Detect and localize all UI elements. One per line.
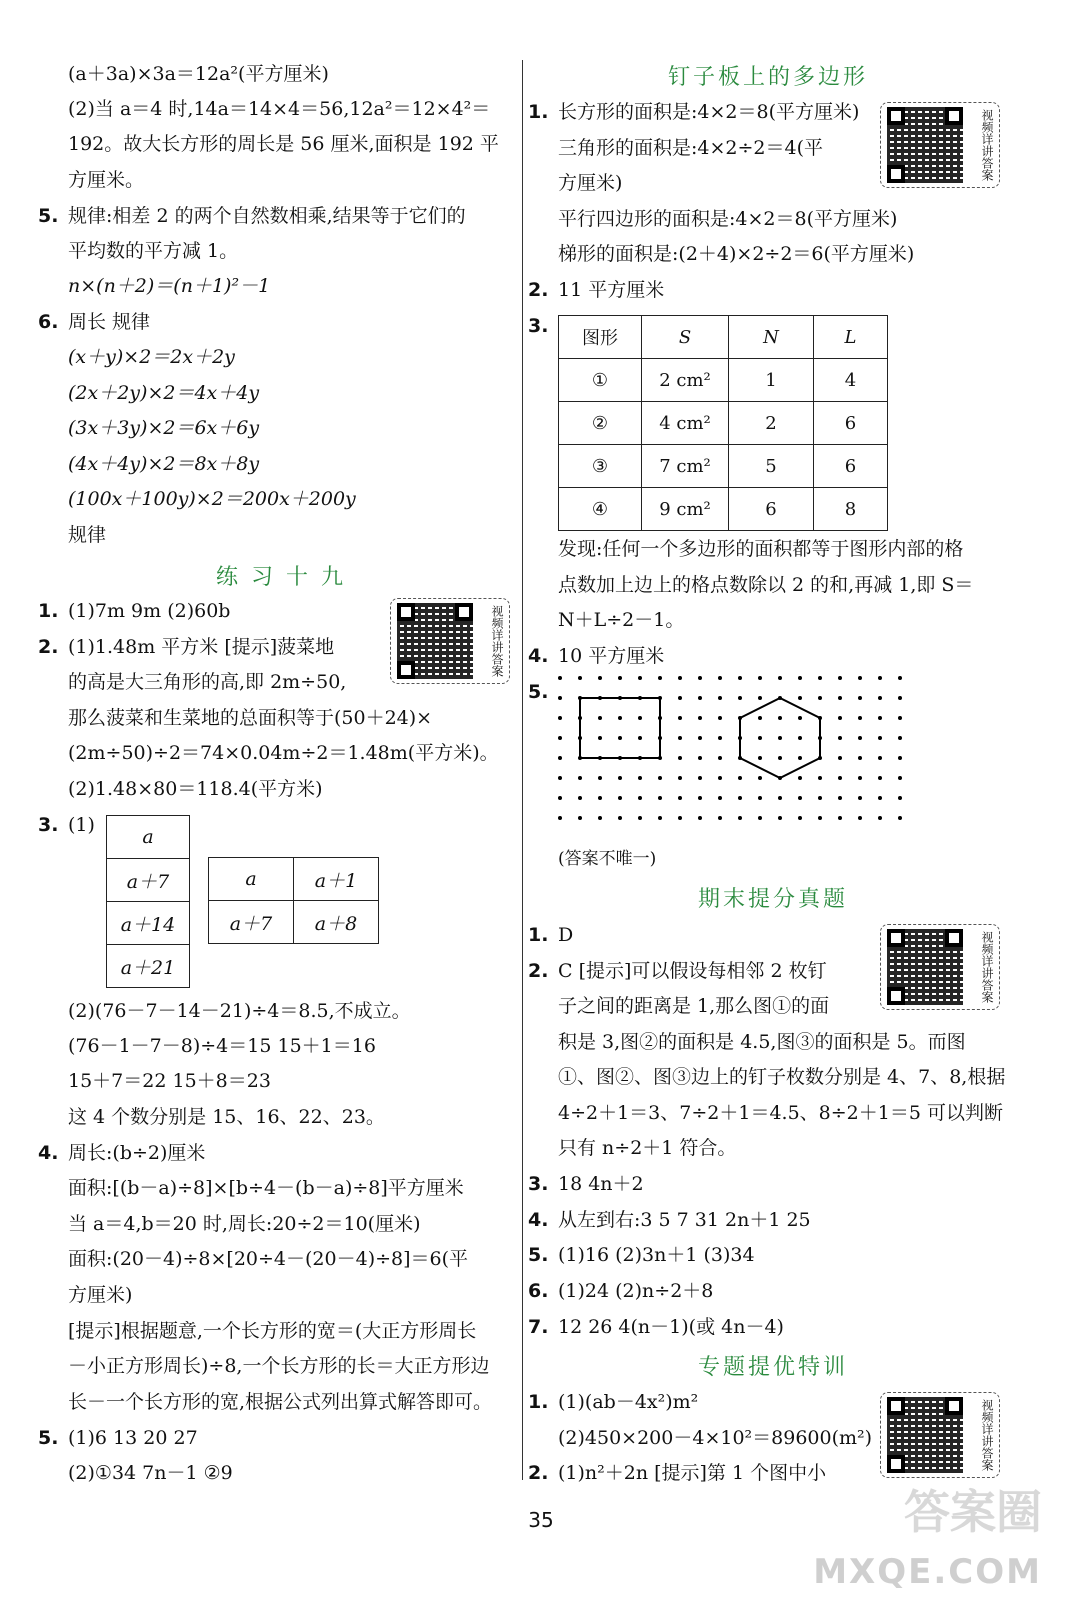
nail-dot xyxy=(838,756,842,760)
table-cell: 6 xyxy=(729,488,814,531)
nail-dot xyxy=(838,796,842,800)
text-line: 规律:相差 2 的两个自然数相乘,结果等于它们的 xyxy=(68,205,466,227)
nail-dot xyxy=(838,676,842,680)
nail-dot xyxy=(598,776,602,780)
text-line: 方厘米。 xyxy=(68,169,145,191)
text-line: 周长 规律 xyxy=(68,311,151,333)
text-line: 当 a＝4,b＝20 时,周长:20÷2＝10(厘米) xyxy=(68,1213,421,1235)
item-number: 3. xyxy=(38,814,59,836)
nail-dot xyxy=(858,756,862,760)
table-row xyxy=(559,445,888,488)
text-line: (3x＋3y)×2＝6x＋6y xyxy=(68,417,260,439)
text-line: 只有 n÷2＋1 符合。 xyxy=(558,1137,737,1159)
nail-dot xyxy=(578,676,582,680)
nail-dot xyxy=(818,776,822,780)
nail-dot xyxy=(878,716,882,720)
text-line: 方厘米) xyxy=(68,1284,133,1306)
nail-dot xyxy=(758,736,762,740)
qr-finder xyxy=(887,1397,905,1415)
nail-dot xyxy=(558,756,562,760)
nail-dot xyxy=(558,676,562,680)
nail-dot xyxy=(778,756,782,760)
nail-dot xyxy=(858,716,862,720)
section-title: 专题提优特训 xyxy=(698,1355,849,1380)
nail-dot xyxy=(718,776,722,780)
nail-dot xyxy=(678,696,682,700)
nail-dot xyxy=(758,716,762,720)
item-number: 7. xyxy=(528,1316,549,1338)
text-line: 18 4n＋2 xyxy=(558,1173,644,1195)
text-line: (4x＋4y)×2＝8x＋8y xyxy=(68,453,260,475)
nail-dot xyxy=(718,796,722,800)
nail-dot xyxy=(558,776,562,780)
section-title: 期末提分真题 xyxy=(698,887,849,912)
rectangle-shape xyxy=(580,698,660,758)
nail-dot xyxy=(638,816,642,820)
nail-dot xyxy=(618,796,622,800)
text-line: 长－一个长方形的宽,根据公式列出算式解答即可。 xyxy=(68,1391,493,1413)
nail-dot xyxy=(598,796,602,800)
nail-dot xyxy=(738,676,742,680)
text-line: [提示]根据题意,一个长方形的宽＝(大正方形周长 xyxy=(68,1320,477,1342)
nail-dot xyxy=(578,816,582,820)
nail-dot xyxy=(578,796,582,800)
nail-dot xyxy=(878,816,882,820)
text-line: C [提示]可以假设每相邻 2 枚钉 xyxy=(558,960,827,982)
nail-dot xyxy=(858,776,862,780)
nail-dot xyxy=(898,736,902,740)
text-line: (76－1－7－8)÷4＝15 15＋1＝16 xyxy=(68,1035,376,1057)
nail-dot xyxy=(878,676,882,680)
item-number: 5. xyxy=(528,681,549,703)
nail-dot xyxy=(678,676,682,680)
table-cell: a＋1 xyxy=(294,858,379,901)
nail-dot xyxy=(898,796,902,800)
nail-dot xyxy=(618,716,622,720)
qr-finder xyxy=(945,1397,963,1415)
nail-dot xyxy=(858,736,862,740)
text-line: D xyxy=(558,924,574,946)
text-line: 面积:(20－4)÷8×[20÷4－(20－4)÷8]＝6(平 xyxy=(68,1248,469,1270)
nail-dot xyxy=(698,696,702,700)
item-number: 4. xyxy=(528,645,549,667)
table-row xyxy=(559,488,888,531)
nail-dot xyxy=(778,716,782,720)
table-header: 图形 xyxy=(559,316,642,359)
nail-dot xyxy=(878,756,882,760)
nail-dot xyxy=(618,816,622,820)
text-line: 的高是大三角形的高,即 2m÷50, xyxy=(68,671,347,693)
text-line: ①、图②、图③边上的钉子枚数分别是 4、7、8,根据 xyxy=(558,1066,1006,1088)
text-line: (1)16 (2)3n＋1 (3)34 xyxy=(558,1244,755,1266)
item-number: 4. xyxy=(38,1142,59,1164)
nail-dot xyxy=(798,816,802,820)
text-line: (1)1.48m 平方米 [提示]菠菜地 xyxy=(68,636,335,658)
qr-caption: 视频详讲答案 xyxy=(490,605,504,677)
table-row xyxy=(559,402,888,445)
table-header: L xyxy=(814,316,888,359)
text-line: 平行四边形的面积是:4×2＝8(平方厘米) xyxy=(558,208,898,230)
text-line: 那么菠菜和生菜地的总面积等于(50＋24)× xyxy=(68,707,433,729)
table-cell: a＋7 xyxy=(107,859,190,902)
nail-dot xyxy=(638,716,642,720)
page-number: 35 xyxy=(528,1508,554,1532)
text-line: (2)1.48×80＝118.4(平方米) xyxy=(68,778,323,800)
nail-dot xyxy=(698,716,702,720)
qr-caption: 视频详讲答案 xyxy=(980,109,994,181)
nail-dot xyxy=(558,796,562,800)
nail-dot xyxy=(898,816,902,820)
item-number: 1. xyxy=(528,101,549,123)
nail-dot xyxy=(798,736,802,740)
nail-dot xyxy=(678,716,682,720)
nail-dot xyxy=(778,816,782,820)
text-line: (1)n²＋2n [提示]第 1 个图中小 xyxy=(558,1462,827,1484)
nail-dot xyxy=(618,736,622,740)
table-cell: ④ xyxy=(559,488,642,531)
nail-dot xyxy=(818,676,822,680)
nail-dot xyxy=(698,736,702,740)
item-number: 1. xyxy=(38,600,59,622)
calendar-column-table xyxy=(106,815,190,988)
qr-finder xyxy=(887,165,905,183)
nail-dot xyxy=(738,816,742,820)
text-line: 长方形的面积是:4×2＝8(平方厘米) xyxy=(558,101,860,123)
item-number: 5. xyxy=(38,1427,59,1449)
item-number: 6. xyxy=(528,1280,549,1302)
text-line: 这 4 个数分别是 15、16、22、23。 xyxy=(68,1106,385,1128)
text-line: (2)当 a＝4 时,14a＝14×4＝56,12a²＝12×4²＝ xyxy=(68,98,491,120)
table-cell: a xyxy=(107,816,190,859)
nail-dot xyxy=(878,736,882,740)
watermark-logo: 答案圈 xyxy=(904,1485,1042,1539)
nail-dot xyxy=(658,796,662,800)
text-line: 面积:[(b－a)÷8]×[b÷4－(b－a)÷8]平方厘米 xyxy=(68,1177,464,1199)
qr-finder xyxy=(887,1455,905,1473)
qr-finder xyxy=(397,603,415,621)
nail-dot xyxy=(698,796,702,800)
table-cell: 9 cm² xyxy=(642,488,729,531)
text-line: 方厘米) xyxy=(558,172,623,194)
qr-code[interactable] xyxy=(880,102,1000,188)
nail-dot xyxy=(898,756,902,760)
nail-dot xyxy=(558,696,562,700)
table-cell: 8 xyxy=(814,488,888,531)
table-header: S xyxy=(642,316,729,359)
qr-code[interactable] xyxy=(880,1392,1000,1478)
nail-dot xyxy=(598,676,602,680)
item-number: 4. xyxy=(528,1209,549,1231)
table-cell: a xyxy=(209,858,294,901)
nail-dot xyxy=(678,776,682,780)
nail-dot xyxy=(718,756,722,760)
text-line: n×(n＋2)＝(n＋1)²－1 xyxy=(68,275,271,297)
nail-dot xyxy=(718,716,722,720)
text-line: 4÷2＋1＝3、7÷2＋1＝4.5、8÷2＋1＝5 可以判断 xyxy=(558,1102,1003,1124)
text-line: (1)6 13 20 27 xyxy=(68,1427,198,1449)
nail-dot xyxy=(718,816,722,820)
item-number: 3. xyxy=(528,315,549,337)
nail-dot xyxy=(898,776,902,780)
text-line: (1) xyxy=(68,814,95,836)
nail-dot xyxy=(858,816,862,820)
nail-dot xyxy=(858,676,862,680)
text-line: (答案不唯一) xyxy=(558,849,657,869)
qr-finder xyxy=(945,107,963,125)
nail-dot xyxy=(558,816,562,820)
nail-dot xyxy=(778,796,782,800)
section-title: 钉子板上的多边形 xyxy=(668,65,869,90)
nail-dot xyxy=(758,696,762,700)
section-title: 练 习 十 九 xyxy=(216,565,346,590)
nail-dot xyxy=(558,716,562,720)
qr-finder xyxy=(887,107,905,125)
table-cell: 4 cm² xyxy=(642,402,729,445)
nail-dot xyxy=(638,776,642,780)
table-cell: ② xyxy=(559,402,642,445)
nail-dot xyxy=(738,776,742,780)
qr-code[interactable] xyxy=(390,598,510,684)
nail-dot xyxy=(818,816,822,820)
item-number: 2. xyxy=(38,636,59,658)
nail-dot xyxy=(638,736,642,740)
text-line: (1)7m 9m (2)60b xyxy=(68,600,231,622)
table-cell: ① xyxy=(559,359,642,402)
text-line: (2)450×200－4×10²＝89600(m²) xyxy=(558,1427,873,1449)
item-number: 3. xyxy=(528,1173,549,1195)
table-cell: 7 cm² xyxy=(642,445,729,488)
table-cell: a＋8 xyxy=(294,901,379,944)
table-cell: a＋7 xyxy=(209,901,294,944)
table-cell: a＋21 xyxy=(107,945,190,988)
nail-dot xyxy=(558,736,562,740)
nail-dot xyxy=(878,776,882,780)
table-cell: 6 xyxy=(814,402,888,445)
nail-dot xyxy=(658,676,662,680)
text-line: 周长:(b÷2)厘米 xyxy=(68,1142,206,1164)
nail-dot xyxy=(778,676,782,680)
nail-dot xyxy=(798,696,802,700)
text-line: 10 平方厘米 xyxy=(558,645,665,667)
nail-dot xyxy=(838,736,842,740)
table-header: N xyxy=(729,316,814,359)
text-line: 12 26 4(n－1)(或 4n－4) xyxy=(558,1316,784,1338)
text-line: (1)(ab－4x²)m² xyxy=(558,1391,699,1413)
table-row xyxy=(559,359,888,402)
nail-dot xyxy=(598,716,602,720)
text-line: 11 平方厘米 xyxy=(558,279,665,301)
nail-dot xyxy=(718,736,722,740)
nail-dot xyxy=(678,796,682,800)
nail-dot xyxy=(678,736,682,740)
nail-dot xyxy=(838,776,842,780)
text-line: －小正方形周长)÷8,一个长方形的长＝大正方形边 xyxy=(68,1355,490,1377)
nail-dot xyxy=(858,696,862,700)
column-divider xyxy=(522,60,523,1480)
nail-dot xyxy=(658,816,662,820)
text-line: N＋L÷2－1。 xyxy=(558,609,685,631)
nail-dot xyxy=(758,816,762,820)
nail-dot xyxy=(618,776,622,780)
nail-dot xyxy=(678,756,682,760)
qr-finder xyxy=(945,929,963,947)
text-line: 192。故大长方形的周长是 56 厘米,面积是 192 平 xyxy=(68,133,499,155)
qr-caption: 视频详讲答案 xyxy=(980,931,994,1003)
nail-dot xyxy=(698,676,702,680)
item-number: 6. xyxy=(38,311,59,333)
nail-board-figure xyxy=(558,676,918,832)
nail-dot xyxy=(898,696,902,700)
text-line: 发现:任何一个多边形的面积都等于图形内部的格 xyxy=(558,538,964,560)
qr-finder xyxy=(887,929,905,947)
nail-dot xyxy=(698,776,702,780)
nail-dot xyxy=(838,816,842,820)
nail-dot xyxy=(638,676,642,680)
nail-dot xyxy=(758,776,762,780)
item-number: 2. xyxy=(528,1462,549,1484)
nail-dot xyxy=(718,696,722,700)
item-number: 2. xyxy=(528,960,549,982)
item-number: 5. xyxy=(38,205,59,227)
nail-dot xyxy=(798,796,802,800)
nail-dot xyxy=(638,796,642,800)
table-cell: 6 xyxy=(814,445,888,488)
text-line: (a＋3a)×3a＝12a²(平方厘米) xyxy=(68,63,329,85)
text-line: 积是 3,图②的面积是 4.5,图③的面积是 5。而图 xyxy=(558,1031,966,1053)
item-number: 5. xyxy=(528,1244,549,1266)
nail-dot xyxy=(618,676,622,680)
nail-dot xyxy=(738,796,742,800)
text-line: 规律 xyxy=(68,524,107,546)
table-cell: ③ xyxy=(559,445,642,488)
text-line: 从左到右:3 5 7 31 2n＋1 25 xyxy=(558,1209,811,1231)
table-cell: 5 xyxy=(729,445,814,488)
calendar-square-table xyxy=(208,857,379,944)
nail-dot xyxy=(878,696,882,700)
nail-dot xyxy=(738,696,742,700)
nail-dot xyxy=(798,676,802,680)
nail-dot xyxy=(658,776,662,780)
text-line: (2)(76－7－14－21)÷4＝8.5,不成立。 xyxy=(68,1000,411,1022)
item-number: 2. xyxy=(528,279,549,301)
nail-dot xyxy=(878,796,882,800)
text-line: (2x＋2y)×2＝4x＋4y xyxy=(68,382,260,404)
nail-dot xyxy=(818,796,822,800)
nail-dot xyxy=(598,816,602,820)
qr-finder xyxy=(887,987,905,1005)
nail-dot xyxy=(598,736,602,740)
text-line: (2m÷50)÷2＝74×0.04m÷2＝1.48m(平方米)。 xyxy=(68,742,499,764)
nail-dot xyxy=(678,816,682,820)
item-number: 1. xyxy=(528,924,549,946)
qr-finder xyxy=(455,603,473,621)
text-line: (2)①34 7n－1 ②9 xyxy=(68,1462,233,1484)
nail-dot xyxy=(758,676,762,680)
nail-dot xyxy=(758,796,762,800)
text-line: 平均数的平方减 1。 xyxy=(68,240,239,262)
nail-dot xyxy=(798,756,802,760)
nail-dot xyxy=(798,776,802,780)
nail-dot xyxy=(578,776,582,780)
nail-dot xyxy=(718,676,722,680)
qr-code[interactable] xyxy=(880,924,1000,1010)
table-cell: 1 xyxy=(729,359,814,402)
text-line: (100x＋100y)×2＝200x＋200y xyxy=(68,488,356,510)
table-cell: a＋14 xyxy=(107,902,190,945)
text-line: 三角形的面积是:4×2÷2＝4(平 xyxy=(558,137,824,159)
text-line: (x＋y)×2＝2x＋2y xyxy=(68,346,235,368)
nail-dot xyxy=(698,816,702,820)
item-number: 1. xyxy=(528,1391,549,1413)
nail-dot xyxy=(818,696,822,700)
nail-dot xyxy=(778,736,782,740)
nail-dot xyxy=(798,716,802,720)
table-cell: 4 xyxy=(814,359,888,402)
nail-dot xyxy=(898,716,902,720)
qr-finder xyxy=(397,661,415,679)
text-line: 梯形的面积是:(2＋4)×2÷2＝6(平方厘米) xyxy=(558,243,915,265)
text-line: (1)24 (2)n÷2＋8 xyxy=(558,1280,714,1302)
nail-dot xyxy=(838,696,842,700)
text-line: 15＋7＝22 15＋8＝23 xyxy=(68,1070,271,1092)
text-line: 子之间的距离是 1,那么图①的面 xyxy=(558,995,830,1017)
table-cell: 2 xyxy=(729,402,814,445)
nail-dot xyxy=(838,716,842,720)
nail-dot xyxy=(758,756,762,760)
pick-table xyxy=(558,315,888,531)
table-cell: 2 cm² xyxy=(642,359,729,402)
watermark-text: MXQE.COM xyxy=(813,1552,1042,1592)
text-line: 点数加上边上的格点数除以 2 的和,再减 1,即 S＝ xyxy=(558,574,974,596)
qr-caption: 视频详讲答案 xyxy=(980,1399,994,1471)
nail-dot xyxy=(698,756,702,760)
nail-dot xyxy=(898,676,902,680)
nail-dot xyxy=(858,796,862,800)
